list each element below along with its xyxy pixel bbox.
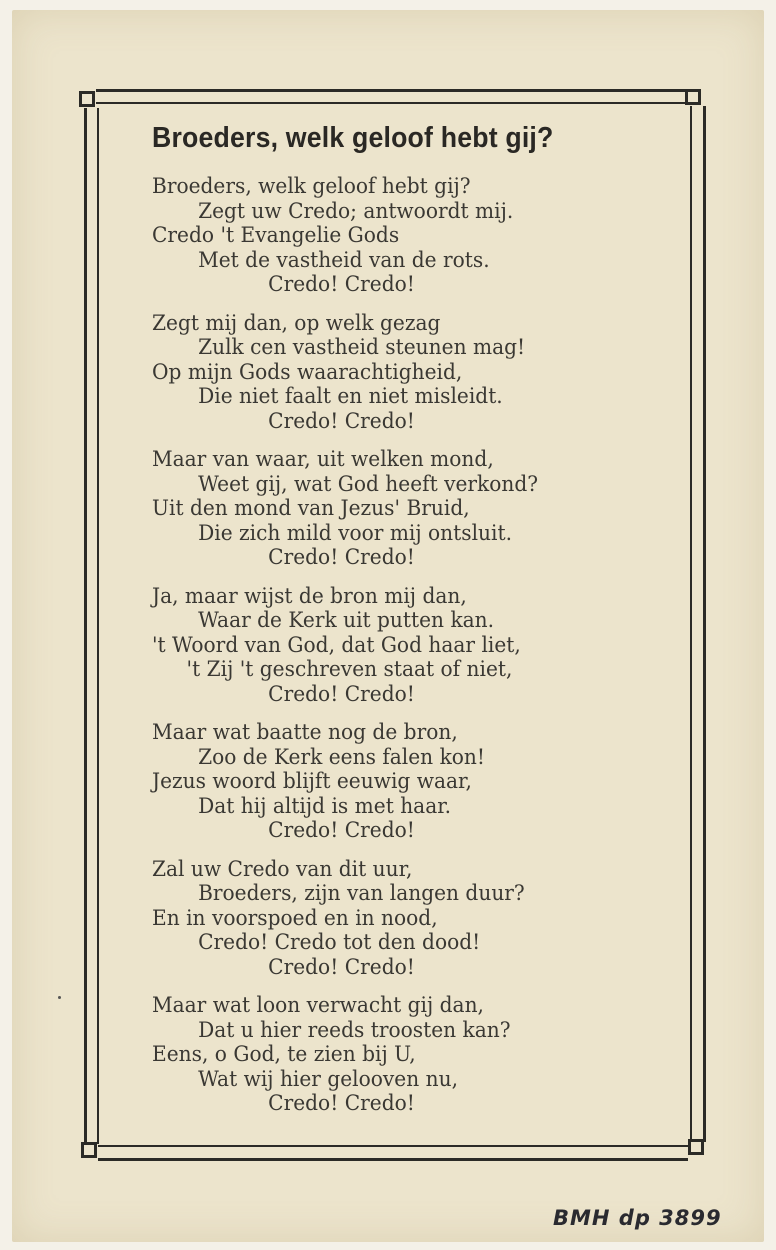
poem-line: Ja, maar wijst de bron mij dan, (152, 583, 467, 608)
poem-line: Credo! Credo tot den dood! (198, 930, 481, 954)
refrain-line: Credo! Credo! (268, 1091, 415, 1115)
refrain-line: Credo! Credo! (268, 954, 415, 979)
stanza-6 (152, 857, 554, 980)
stanza-3 (152, 447, 554, 570)
poem-line: Jezus woord blijft eeuwig waar, (152, 769, 472, 793)
poem-line: Wat wij hier gelooven nu, (198, 1066, 458, 1091)
poem-line: En in voorspoed en in nood, (152, 905, 438, 930)
poem-line: 't Zij 't geschreven staat of niet, (186, 657, 513, 681)
refrain-line: Credo! Credo! (268, 272, 415, 296)
refrain-line: Credo! Credo! (268, 818, 415, 842)
stanza-1 (152, 174, 554, 297)
poem-line: Met de vastheid van de rots. (198, 247, 490, 272)
paper-speck (58, 996, 61, 999)
poem-line: Op mijn Gods waarachtigheid, (152, 359, 463, 384)
stanza-4 (152, 584, 554, 707)
frame-top-inner (96, 102, 686, 104)
poem-line: Maar wat baatte nog de bron, (152, 720, 458, 744)
poem-line: Zegt uw Credo; antwoordt mij. (198, 198, 514, 223)
frame-top-outer (96, 89, 686, 92)
poem-line: Zegt mij dan, op welk gezag (152, 310, 441, 335)
refrain-line: Credo! Credo! (268, 408, 415, 433)
poem-line: Maar wat loon verwacht gij dan, (152, 993, 484, 1017)
frame-corner-bottom-right (688, 1139, 704, 1155)
poem-line: Zal uw Credo van dit uur, (152, 856, 413, 881)
frame-bottom-outer (98, 1158, 688, 1161)
refrain-line: Credo! Credo! (268, 681, 415, 706)
poem-body (152, 174, 554, 1130)
poem-line: Zulk cen vastheid steunen mag! (198, 335, 526, 359)
poem-line: Zoo de Kerk eens falen kon! (198, 744, 486, 769)
poem-line: 't Woord van God, dat God haar liet, (152, 632, 521, 657)
poem-line: Credo 't Evangelie Gods (152, 223, 400, 247)
frame-left-inner (97, 108, 99, 1144)
poem-line: Die niet faalt en niet misleidt. (198, 384, 503, 408)
poem-line: Dat u hier reeds troosten kan? (198, 1017, 511, 1042)
frame-bottom-inner (98, 1145, 688, 1147)
frame-right-inner (690, 106, 692, 1142)
poem-title: Broeders, welk geloof hebt gij? (152, 122, 554, 154)
poem-line: Uit den mond van Jezus' Bruid, (152, 496, 470, 520)
poem-line: Broeders, welk geloof hebt gij? (152, 174, 471, 198)
poem-line: Eens, o God, te zien bij U, (152, 1042, 416, 1066)
frame-corner-top-right (685, 89, 701, 105)
poem-line: Weet gij, wat God heeft verkond? (198, 471, 539, 496)
frame-corner-bottom-left (81, 1142, 97, 1158)
frame-left-outer (84, 108, 87, 1144)
poem-line: Broeders, zijn van langen duur? (198, 881, 525, 905)
frame-corner-top-left (79, 91, 95, 107)
stanza-2 (152, 311, 554, 434)
poem-line: Dat hij altijd is met haar. (198, 793, 452, 818)
catalog-mark: BMH dp 3899 (553, 1206, 722, 1230)
stanza-5 (152, 720, 554, 843)
poem-line: Maar van waar, uit welken mond, (152, 447, 494, 471)
stanza-7 (152, 993, 554, 1116)
refrain-line: Credo! Credo! (268, 545, 415, 569)
poem-line: Die zich mild voor mij ontsluit. (198, 520, 512, 545)
poem-line: Waar de Kerk uit putten kan. (198, 608, 495, 632)
frame-right-outer (703, 106, 706, 1142)
